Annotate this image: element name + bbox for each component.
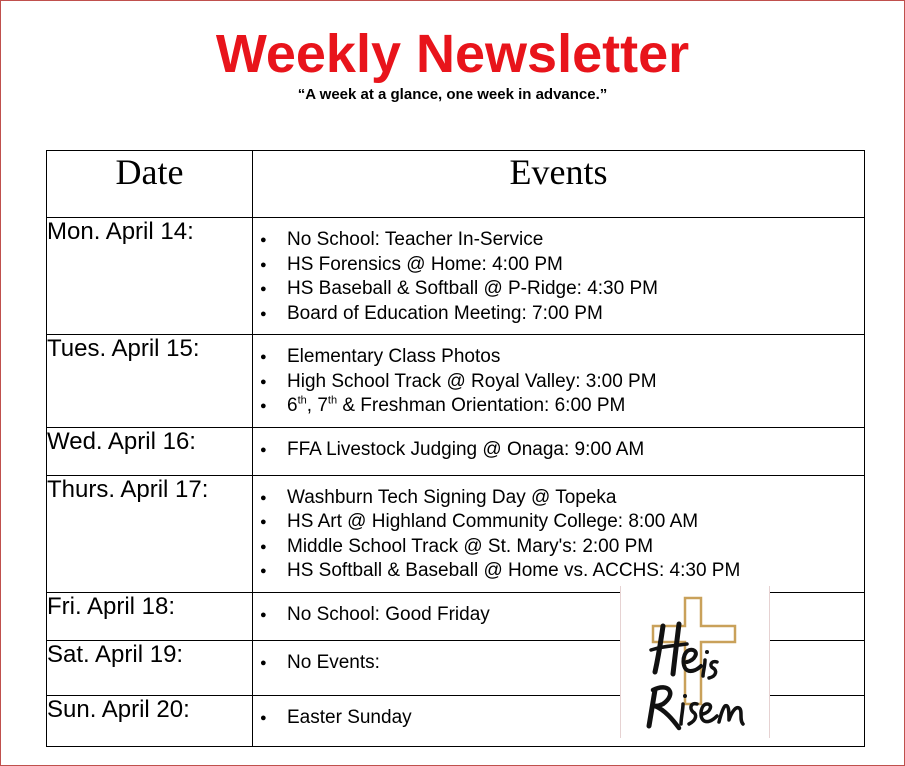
events-cell <box>253 695 865 746</box>
he-is-risen-image <box>620 586 770 738</box>
event-list <box>253 476 864 592</box>
event-item: ● Board of Education Meeting: 7:00 PM <box>253 302 864 327</box>
newsletter-title: Weekly Newsletter <box>215 24 690 84</box>
table-row <box>47 335 865 428</box>
event-item: ● Elementary Class Photos <box>253 345 864 370</box>
table-row <box>47 475 865 592</box>
date-cell: Wed. April 16: <box>47 427 253 475</box>
event-list <box>253 593 864 636</box>
event-item: ● FFA Livestock Judging @ Onaga: 9:00 AM <box>253 438 864 463</box>
events-cell <box>253 640 865 695</box>
event-item: ● 6th, 7th & Freshman Orientation: 6:00 PM <box>253 394 864 419</box>
event-item: ● No Events: <box>253 651 864 676</box>
events-cell <box>253 475 865 592</box>
date-header: Date <box>47 151 253 218</box>
event-item: ● Middle School Track @ St. Mary's: 2:00 PM <box>253 535 864 560</box>
table-row <box>47 218 865 335</box>
events-cell <box>253 592 865 640</box>
date-cell: Sat. April 19: <box>47 640 253 695</box>
event-list <box>253 641 864 684</box>
event-list <box>253 428 864 471</box>
date-cell: Sun. April 20: <box>47 695 253 746</box>
event-list <box>253 218 864 334</box>
event-item: ● HS Softball & Baseball @ Home vs. ACCHS: 4:30 PM <box>253 559 864 584</box>
newsletter-subtitle: “A week at a glance, one week in advance.” <box>297 86 608 103</box>
event-item: ● No School: Teacher In-Service <box>253 228 864 253</box>
event-item: ● Easter Sunday <box>253 706 864 731</box>
event-item: ● Washburn Tech Signing Day @ Topeka <box>253 486 864 511</box>
event-item: ● HS Baseball & Softball @ P-Ridge: 4:30 PM <box>253 277 864 302</box>
event-item: ● High School Track @ Royal Valley: 3:00 PM <box>253 370 864 395</box>
events-cell <box>253 335 865 428</box>
table-row <box>47 427 865 475</box>
events-cell <box>253 218 865 335</box>
events-cell <box>253 427 865 475</box>
date-cell: Thurs. April 17: <box>47 475 253 592</box>
event-item: ● HS Forensics @ Home: 4:00 PM <box>253 253 864 278</box>
event-item: ● HS Art @ Highland Community College: 8:00 AM <box>253 510 864 535</box>
cross-icon <box>621 586 769 738</box>
header-row <box>47 151 865 218</box>
date-cell: Fri. April 18: <box>47 592 253 640</box>
events-header: Events <box>253 151 865 218</box>
date-cell: Mon. April 14: <box>47 218 253 335</box>
event-list <box>253 696 864 739</box>
event-item: ● No School: Good Friday <box>253 603 864 628</box>
event-list <box>253 335 864 427</box>
date-cell: Tues. April 15: <box>47 335 253 428</box>
